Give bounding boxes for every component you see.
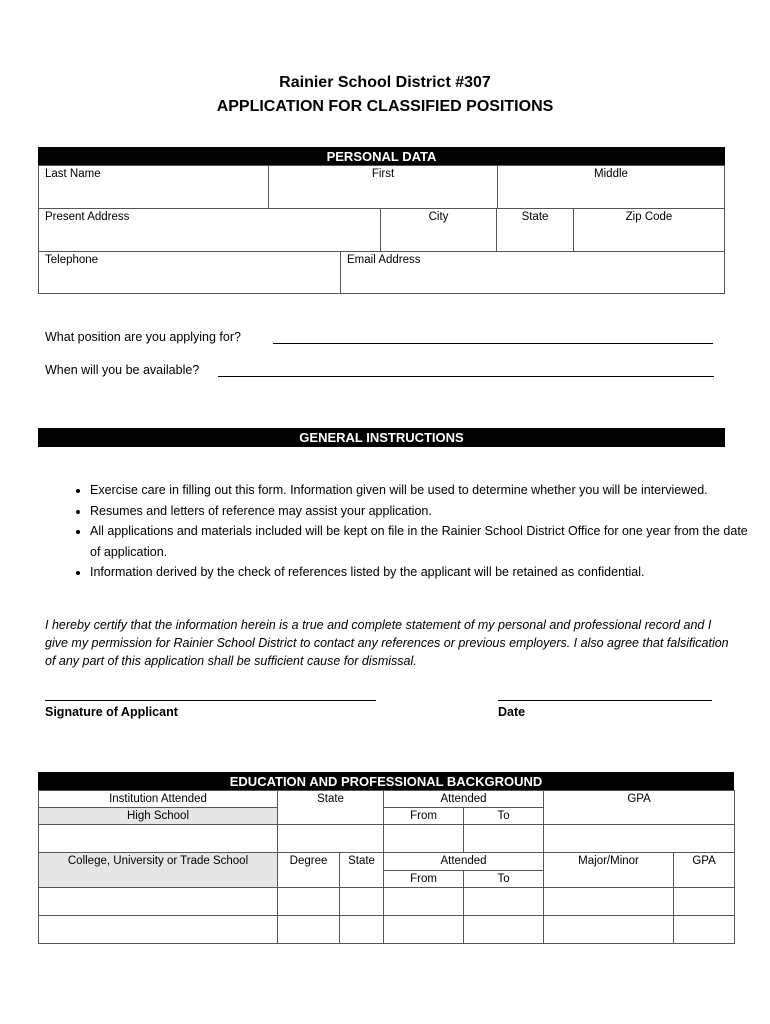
availability-question: When will you be available?: [45, 363, 200, 377]
middle-name-label: Middle: [594, 168, 628, 180]
last-name-label: Last Name: [45, 168, 101, 180]
signature-line[interactable]: [45, 700, 376, 701]
personal-data-header: PERSONAL DATA: [38, 147, 725, 166]
high-school-label: High School: [39, 808, 278, 825]
middle-name-field[interactable]: [498, 166, 725, 209]
state-field[interactable]: [497, 209, 574, 252]
first-name-label: First: [371, 168, 395, 180]
college-row-2-institution[interactable]: [39, 916, 278, 944]
district-name: Rainier School District #307: [279, 74, 491, 91]
college-row-2-gpa[interactable]: [674, 916, 735, 944]
present-address-label: Present Address: [45, 211, 130, 223]
zip-code-label: Zip Code: [625, 211, 673, 223]
college-row-1-institution[interactable]: [39, 888, 278, 916]
instruction-item: • Resumes and letters of reference may assist your application.: [90, 501, 750, 522]
hs-gpa-cell[interactable]: [544, 825, 735, 853]
city-label: City: [428, 211, 449, 223]
college-row-1-state[interactable]: [340, 888, 384, 916]
city-field[interactable]: [381, 209, 497, 252]
college-row-1-from[interactable]: [384, 888, 464, 916]
college-attended-header: Attended: [384, 853, 544, 871]
college-state-header: State: [340, 853, 384, 888]
signature-label: Signature of Applicant: [45, 705, 178, 719]
form-title: APPLICATION FOR CLASSIFIED POSITIONS: [216, 98, 554, 115]
college-row-2-from[interactable]: [384, 916, 464, 944]
college-row-2-degree[interactable]: [278, 916, 340, 944]
college-gpa-header: GPA: [674, 853, 735, 888]
instruction-item: • Exercise care in filling out this form. Information given will be used to determine whether you will be interviewed.: [90, 480, 750, 501]
general-instructions-header: GENERAL INSTRUCTIONS: [38, 428, 725, 447]
email-address-label: Email Address: [347, 254, 421, 266]
certification-statement: I hereby certify that the information herein is a true and complete statement of my personal and professional record and I give my permission for Rainier School District to contact any references or previous employers. I also agree that falsification of any part of this application shall be sufficient cause for dismissal.: [45, 618, 729, 668]
email-address-field[interactable]: [341, 252, 725, 294]
college-row-2-to[interactable]: [464, 916, 544, 944]
hs-state-cell[interactable]: [278, 825, 384, 853]
present-address-field[interactable]: [39, 209, 381, 252]
hs-to-header: To: [464, 808, 544, 825]
hs-gpa-header: GPA: [544, 791, 735, 825]
college-from-header: From: [384, 870, 464, 888]
availability-answer-line[interactable]: [218, 376, 714, 377]
position-answer-line[interactable]: [273, 343, 713, 344]
personal-data-row-contact: [38, 251, 725, 294]
college-row-1-degree[interactable]: [278, 888, 340, 916]
hs-from-header: From: [384, 808, 464, 825]
major-minor-header: Major/Minor: [544, 853, 674, 888]
last-name-field[interactable]: [39, 166, 269, 209]
telephone-field[interactable]: [39, 252, 341, 294]
instruction-item: • All applications and materials included will be kept on file in the Rainier School District Office for one year from the date of application.: [90, 521, 750, 562]
education-table: [38, 790, 735, 944]
college-row-1-to[interactable]: [464, 888, 544, 916]
degree-header: Degree: [278, 853, 340, 888]
personal-data-row-name: [38, 165, 725, 209]
date-line[interactable]: [498, 700, 712, 701]
telephone-label: Telephone: [45, 254, 99, 266]
first-name-field[interactable]: [269, 166, 498, 209]
college-label: College, University or Trade School: [39, 853, 278, 888]
hs-institution-cell[interactable]: [39, 825, 278, 853]
instruction-item: • Information derived by the check of references listed by the applicant will be retained as confidential.: [90, 562, 750, 583]
college-row-2-major[interactable]: [544, 916, 674, 944]
instructions-list: [62, 480, 750, 583]
college-row-1-gpa[interactable]: [674, 888, 735, 916]
zip-code-field[interactable]: [574, 209, 725, 252]
college-to-header: To: [464, 870, 544, 888]
education-header: EDUCATION AND PROFESSIONAL BACKGROUND: [38, 772, 734, 791]
hs-attended-header: Attended: [384, 791, 544, 808]
hs-state-header: State: [278, 791, 384, 825]
position-question: What position are you applying for?: [45, 330, 241, 344]
hs-to-cell[interactable]: [464, 825, 544, 853]
institution-attended-header: Institution Attended: [39, 791, 278, 808]
state-label: State: [521, 211, 549, 223]
personal-data-row-address: [38, 208, 725, 252]
hs-from-cell[interactable]: [384, 825, 464, 853]
college-row-2-state[interactable]: [340, 916, 384, 944]
college-row-1-major[interactable]: [544, 888, 674, 916]
date-label: Date: [498, 705, 526, 719]
